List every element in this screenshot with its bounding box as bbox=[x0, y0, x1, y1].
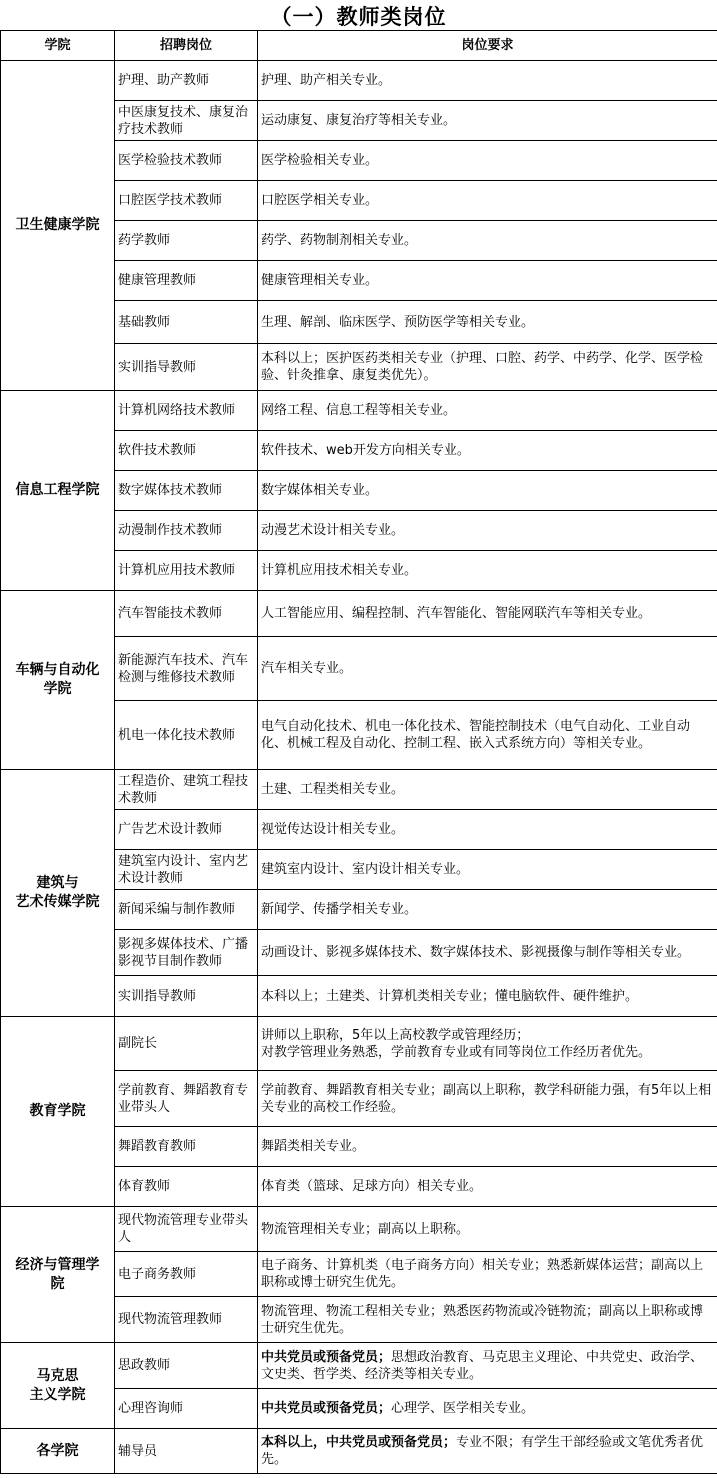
header-row bbox=[1, 31, 717, 61]
college-cell: 经济与管理学 院 bbox=[1, 1207, 115, 1343]
requirement-cell bbox=[258, 1207, 717, 1252]
post-cell: 机电一体化技术教师 bbox=[115, 701, 258, 770]
table-row bbox=[1, 770, 717, 810]
post-cell: 新闻采编与制作教师 bbox=[115, 890, 258, 930]
requirement-text: 本科以上；土建类、计算机类相关专业；懂电脑软件、硬件维护。 bbox=[261, 988, 639, 1004]
requirement-emphasis: 中共党员或预备党员； bbox=[261, 1349, 392, 1365]
header-college: 学院 bbox=[1, 31, 115, 61]
requirement-cell bbox=[258, 1297, 717, 1343]
requirement-cell bbox=[258, 344, 717, 391]
requirement-text: 思想政治教育、马克思主义理论、中共党史、政治学、文史类、哲学类、经济类等相关专业。 bbox=[261, 1349, 704, 1382]
page-title: （一）教师类岗位 bbox=[270, 5, 447, 29]
post-cell: 工程造价、建筑工程技术教师 bbox=[115, 770, 258, 810]
requirement-text: 视觉传达设计相关专业。 bbox=[261, 822, 405, 837]
requirement-text: 医学检验相关专业。 bbox=[261, 153, 379, 168]
table-row bbox=[1, 1343, 717, 1389]
post-cell: 中医康复技术、康复治疗技术教师 bbox=[115, 101, 258, 141]
requirement-text: 本科以上；医护医药类相关专业（护理、口腔、药学、中药学、化学、医学检验、针灸推拿、康复类优先）。 bbox=[261, 351, 704, 383]
post-cell: 汽车智能技术教师 bbox=[115, 591, 258, 637]
post-cell: 软件技术教师 bbox=[115, 431, 258, 471]
post-cell: 动漫制作技术教师 bbox=[115, 511, 258, 551]
post-cell: 健康管理教师 bbox=[115, 261, 258, 301]
requirement-cell bbox=[258, 1017, 717, 1071]
requirement-cell bbox=[258, 1389, 717, 1429]
requirement-text: 人工智能应用、编程控制、汽车智能化、智能网联汽车等相关专业。 bbox=[261, 606, 652, 621]
requirement-text: 建筑室内设计、室内设计相关专业。 bbox=[261, 862, 470, 877]
requirement-text: 数字媒体相关专业。 bbox=[261, 483, 379, 498]
post-cell: 学前教育、舞蹈教育专业带头人 bbox=[115, 1071, 258, 1127]
requirement-text: 动画设计、影视多媒体技术、数字媒体技术、影视摄像与制作等相关专业。 bbox=[261, 945, 691, 960]
post-cell: 新能源汽车技术、汽车检测与维修技术教师 bbox=[115, 637, 258, 701]
college-cell: 马克思 主义学院 bbox=[1, 1343, 115, 1429]
requirement-text: 口腔医学相关专业。 bbox=[261, 193, 379, 208]
post-cell: 实训指导教师 bbox=[115, 976, 258, 1017]
post-cell: 数字媒体技术教师 bbox=[115, 471, 258, 511]
requirement-cell bbox=[258, 261, 717, 301]
requirement-cell bbox=[258, 1127, 717, 1167]
post-cell: 现代物流管理教师 bbox=[115, 1297, 258, 1343]
requirement-cell bbox=[258, 301, 717, 344]
requirement-text: 健康管理相关专业。 bbox=[261, 273, 379, 288]
college-cell: 车辆与自动化 学院 bbox=[1, 591, 115, 770]
header-requirement: 岗位要求 bbox=[258, 31, 717, 61]
requirement-text: 汽车相关专业。 bbox=[261, 661, 353, 676]
requirement-cell bbox=[258, 61, 717, 101]
post-cell: 护理、助产教师 bbox=[115, 61, 258, 101]
requirement-cell bbox=[258, 1429, 717, 1474]
post-cell: 体育教师 bbox=[115, 1167, 258, 1207]
requirement-text: 舞蹈类相关专业。 bbox=[261, 1139, 366, 1154]
requirement-cell bbox=[258, 431, 717, 471]
requirement-cell bbox=[258, 551, 717, 591]
table-row bbox=[1, 1429, 717, 1474]
post-cell: 影视多媒体技术、广播影视节目制作教师 bbox=[115, 930, 258, 976]
requirement-text: 学前教育、舞蹈教育相关专业；副高以上职称，教学科研能力强，有5年以上相关专业的高校工作经验。 bbox=[261, 1082, 712, 1115]
requirement-text: 土建、工程类相关专业。 bbox=[261, 782, 405, 797]
table-row bbox=[1, 1207, 717, 1252]
table-row bbox=[1, 591, 717, 637]
requirement-cell bbox=[258, 1252, 717, 1297]
requirement-cell bbox=[258, 976, 717, 1017]
requirement-cell bbox=[258, 591, 717, 637]
requirement-text: 讲师以上职称，5年以上高校教学或管理经历； 对教学管理业务熟悉，学前教育专业或有同等岗位工作经历者优先。 bbox=[261, 1027, 652, 1060]
post-cell: 药学教师 bbox=[115, 221, 258, 261]
requirement-text: 护理、助产相关专业。 bbox=[261, 73, 392, 88]
post-cell: 电子商务教师 bbox=[115, 1252, 258, 1297]
requirement-cell bbox=[258, 1071, 717, 1127]
requirement-cell bbox=[258, 221, 717, 261]
table-body bbox=[1, 61, 717, 1474]
college-cell: 卫生健康学院 bbox=[1, 61, 115, 391]
requirement-text: 心理学、医学相关专业。 bbox=[391, 1401, 535, 1416]
college-cell: 各学院 bbox=[1, 1429, 115, 1474]
requirement-text: 物流管理、物流工程相关专业；熟悉医药物流或冷链物流；副高以上职称或博士研究生优先。 bbox=[261, 1303, 704, 1336]
post-cell: 建筑室内设计、室内艺术设计教师 bbox=[115, 850, 258, 890]
post-cell: 思政教师 bbox=[115, 1343, 258, 1389]
post-cell: 计算机应用技术教师 bbox=[115, 551, 258, 591]
requirement-cell bbox=[258, 101, 717, 141]
table-row bbox=[1, 391, 717, 431]
requirement-cell bbox=[258, 141, 717, 181]
college-cell: 信息工程学院 bbox=[1, 391, 115, 591]
requirement-cell bbox=[258, 391, 717, 431]
requirement-text: 软件技术、web开发方向相关专业。 bbox=[261, 443, 470, 458]
post-cell: 基础教师 bbox=[115, 301, 258, 344]
requirement-cell bbox=[258, 701, 717, 770]
requirement-cell bbox=[258, 511, 717, 551]
requirement-cell bbox=[258, 770, 717, 810]
requirement-emphasis: 本科以上，中共党员或预备党员； bbox=[261, 1435, 457, 1450]
requirement-cell bbox=[258, 181, 717, 221]
recruitment-table bbox=[0, 30, 717, 1474]
requirement-text: 专业不限；有学生干部经验或文笔优秀者优先。 bbox=[261, 1435, 704, 1467]
requirement-text: 物流管理相关专业；副高以上职称。 bbox=[261, 1221, 470, 1237]
requirement-text: 动漫艺术设计相关专业。 bbox=[261, 523, 405, 538]
requirement-cell bbox=[258, 637, 717, 701]
college-cell: 教育学院 bbox=[1, 1017, 115, 1207]
requirement-text: 新闻学、传播学相关专业。 bbox=[261, 902, 418, 917]
requirement-cell bbox=[258, 1167, 717, 1207]
requirement-text: 运动康复、康复治疗等相关专业。 bbox=[261, 113, 457, 128]
requirement-cell bbox=[258, 930, 717, 976]
header-post: 招聘岗位 bbox=[115, 31, 258, 61]
post-cell: 舞蹈教育教师 bbox=[115, 1127, 258, 1167]
table-row bbox=[1, 61, 717, 101]
requirement-text: 生理、解剖、临床医学、预防医学等相关专业。 bbox=[261, 314, 535, 330]
requirement-text: 电子商务、计算机类（电子商务方向）相关专业；熟悉新媒体运营；副高以上职称或博士研究生优先。 bbox=[261, 1258, 704, 1290]
table-row bbox=[1, 1017, 717, 1071]
post-cell: 辅导员 bbox=[115, 1429, 258, 1474]
requirement-text: 体育类（篮球、足球方向）相关专业。 bbox=[261, 1179, 483, 1194]
requirement-cell bbox=[258, 890, 717, 930]
table-header bbox=[1, 31, 717, 61]
post-cell: 医学检验技术教师 bbox=[115, 141, 258, 181]
requirement-cell bbox=[258, 471, 717, 511]
requirement-cell bbox=[258, 1343, 717, 1389]
post-cell: 实训指导教师 bbox=[115, 344, 258, 391]
requirement-cell bbox=[258, 810, 717, 850]
post-cell: 心理咨询师 bbox=[115, 1389, 258, 1429]
requirement-text: 药学、药物制剂相关专业。 bbox=[261, 233, 418, 248]
post-cell: 广告艺术设计教师 bbox=[115, 810, 258, 850]
post-cell: 计算机网络技术教师 bbox=[115, 391, 258, 431]
post-cell: 现代物流管理专业带头人 bbox=[115, 1207, 258, 1252]
requirement-cell bbox=[258, 850, 717, 890]
requirement-text: 网络工程、信息工程等相关专业。 bbox=[261, 403, 457, 418]
requirement-text: 计算机应用技术相关专业。 bbox=[261, 563, 418, 578]
post-cell: 口腔医学技术教师 bbox=[115, 181, 258, 221]
post-cell: 副院长 bbox=[115, 1017, 258, 1071]
requirement-text: 电气自动化技术、机电一体化技术、智能控制技术（电气自动化、工业自动化、机械工程及自动化、控制工程、嵌入式系统方向）等相关专业。 bbox=[261, 719, 691, 751]
college-cell: 建筑与 艺术传媒学院 bbox=[1, 770, 115, 1017]
requirement-emphasis: 中共党员或预备党员； bbox=[261, 1401, 392, 1416]
